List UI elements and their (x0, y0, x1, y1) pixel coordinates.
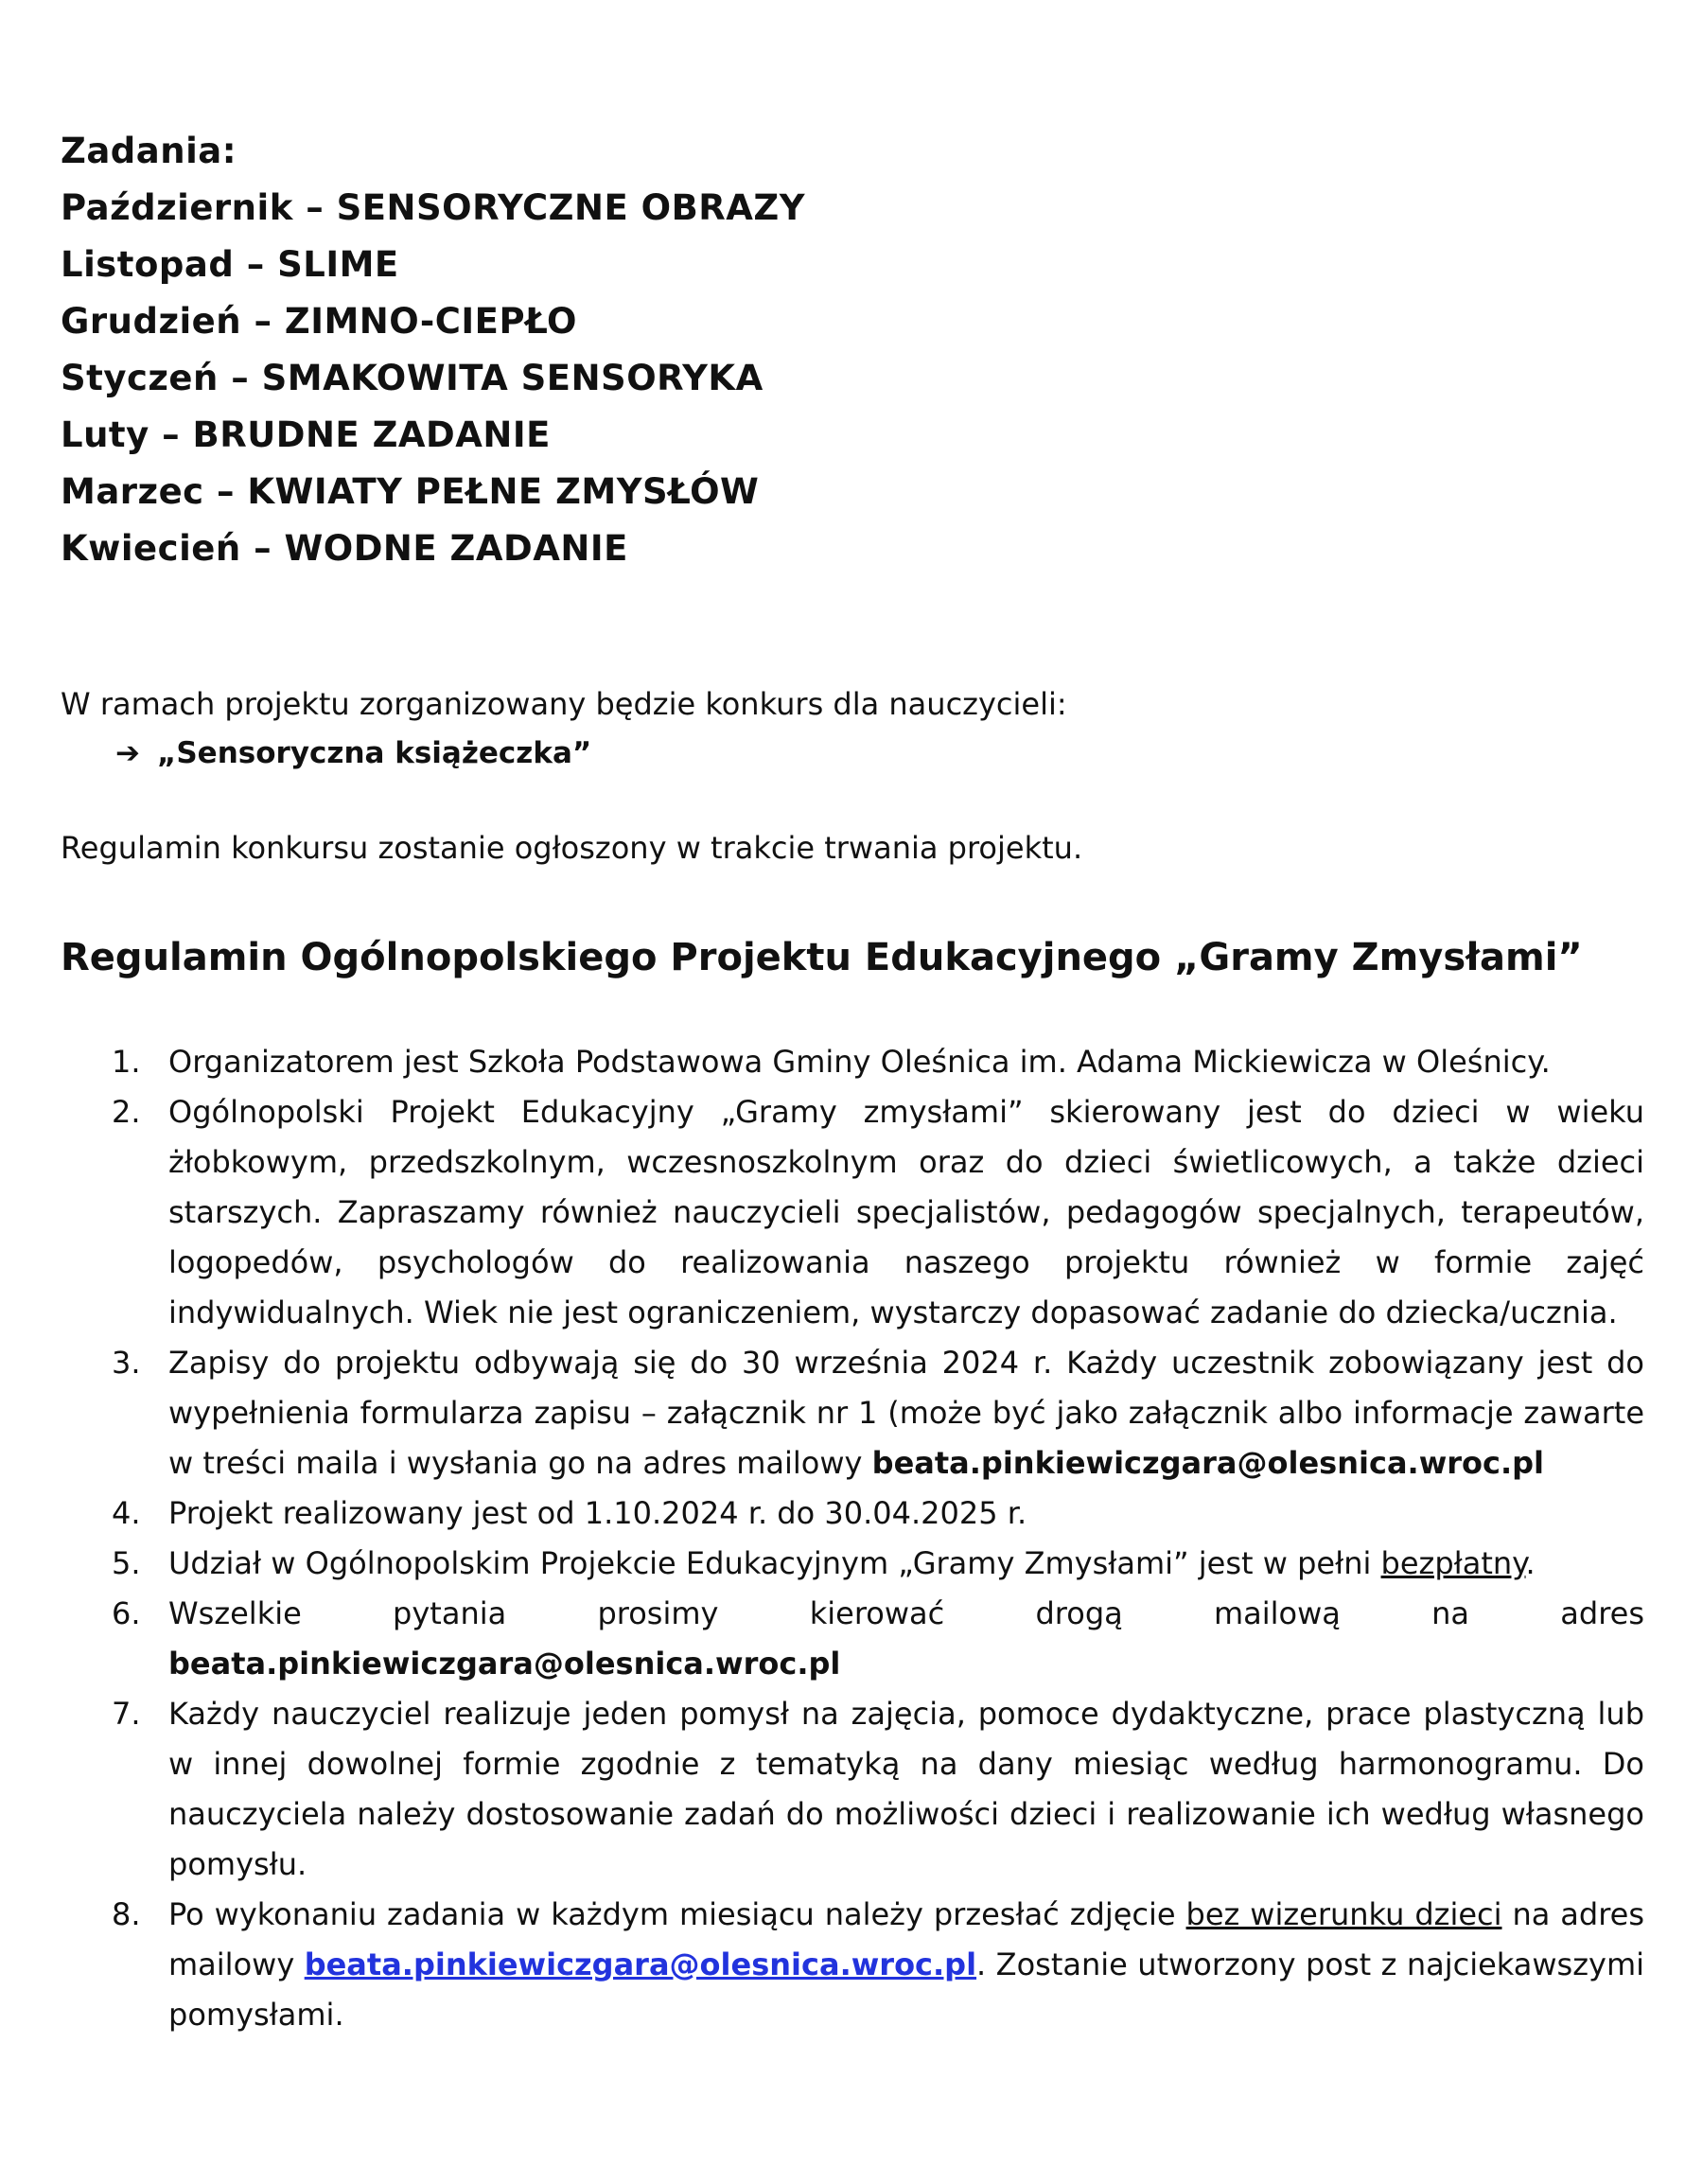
task-month: Styczeń (61, 358, 219, 398)
email-link[interactable]: beata.pinkiewiczgara@olesnica.wroc.pl (304, 1946, 977, 1982)
task-separator: – (203, 471, 248, 512)
contest-name-line (61, 731, 1631, 776)
rule-number: 5. (112, 1545, 141, 1581)
task-name: SLIME (277, 244, 399, 285)
task-row (61, 237, 805, 293)
rule-item (112, 1589, 1644, 1689)
task-separator: – (240, 528, 285, 569)
rule-text: Po wykonaniu zadania w każdym miesiącu należy przesłać zdjęcie (168, 1896, 1176, 1932)
rule-item (112, 1890, 1644, 2040)
rule-text-end: . (1525, 1545, 1536, 1581)
task-row (61, 520, 805, 577)
task-name: KWIATY PEŁNE ZMYSŁÓW (247, 471, 760, 512)
rule-item (112, 1087, 1644, 1338)
task-row (61, 464, 805, 520)
rule-text: Ogólnopolski Projekt Edukacyjny „Gramy zmysłami” skierowany jest do dzieci w wieku żłobkowym, przedszkolnym, wczesnoszkolnym oraz do dzieci świetlicowych, a także dzieci starszych. Zapraszamy również nauczycieli specjalistów, pedagogów specjalnych, terapeutów, logopedów, psychologów do realizowania naszego projektu również w formie zajęć indywidualnych. Wiek nie jest ograniczeniem, wystarczy dopasować zadanie do dziecka/ucznia. (168, 1094, 1644, 1330)
email-address: beata.pinkiewiczgara@olesnica.wroc.pl (168, 1646, 841, 1682)
rule-text: Zapisy do projektu odbywają się do 30 września 2024 r. Każdy uczestnik zobowiązany jest do wypełnienia formularza zapisu – załącznik nr 1 (może być jako załącznik albo informacje zawarte w treści maila i wysłania go na adres mailowy (168, 1345, 1644, 1481)
arrow-right-icon: ➔ (115, 736, 140, 770)
task-name: ZIMNO-CIEPŁO (284, 301, 577, 342)
tasks-heading: Zadania: (61, 131, 237, 171)
task-month: Luty (61, 414, 149, 455)
free-of-charge-text: bezpłatny (1380, 1545, 1526, 1581)
contest-intro: W ramach projektu zorganizowany będzie konkurs dla nauczycieli: (61, 686, 1067, 722)
task-separator: – (149, 414, 193, 455)
rule-number: 1. (112, 1044, 141, 1080)
task-separator: – (241, 301, 285, 342)
rule-item (112, 1338, 1644, 1488)
rule-text-3: . Zostanie utworzony post z najciekawszymi pomysłami. (168, 1946, 1644, 2033)
task-row (61, 293, 805, 350)
rule-number: 8. (112, 1896, 141, 1932)
tasks-section (61, 123, 805, 577)
task-separator: – (218, 358, 262, 398)
contest-section (61, 678, 1631, 776)
task-month: Listopad (61, 244, 235, 285)
rule-text: Każdy nauczyciel realizuje jeden pomysł na zajęcia, pomoce dydaktyczne, prace plastyczną lub w innej dowolnej formie zgodnie z tematyką na dany miesiąc według harmonogramu. Do nauczyciela należy dostosowanie zadań do możliwości dzieci i realizowanie ich według własnego pomysłu. (168, 1696, 1644, 1882)
task-row (61, 407, 805, 464)
rule-number: 2. (112, 1094, 141, 1130)
task-month: Marzec (61, 471, 204, 512)
no-child-image-text: bez wizerunku dzieci (1185, 1896, 1502, 1932)
rule-text: Projekt realizowany jest od 1.10.2024 r. do 30.04.2025 r. (168, 1495, 1027, 1531)
rule-number: 6. (112, 1595, 141, 1631)
task-row (61, 350, 805, 407)
rule-number: 3. (112, 1345, 141, 1381)
task-month: Październik (61, 187, 293, 228)
task-name: SMAKOWITA SENSORYKA (261, 358, 764, 398)
task-name: SENSORYCZNE OBRAZY (336, 187, 806, 228)
rule-item (112, 1488, 1644, 1539)
task-separator: – (234, 244, 278, 285)
task-row (61, 180, 805, 237)
rule-item (112, 1037, 1644, 1087)
task-name: BRUDNE ZADANIE (192, 414, 551, 455)
task-name: WODNE ZADANIE (284, 528, 628, 569)
rule-text: Organizatorem jest Szkoła Podstawowa Gminy Oleśnica im. Adama Mickiewicza w Oleśnicy. (168, 1044, 1551, 1080)
task-month: Grudzień (61, 301, 242, 342)
regulations-title: Regulamin Ogólnopolskiego Projektu Edukacyjnego „Gramy Zmysłami” (61, 936, 1583, 979)
contest-notice: Regulamin konkursu zostanie ogłoszony w trakcie trwania projektu. (61, 830, 1083, 866)
rule-text: Wszelkie pytania prosimy kierować drogą mailową na adres (168, 1595, 1644, 1631)
email-address: beata.pinkiewiczgara@olesnica.wroc.pl (871, 1445, 1545, 1481)
rule-number: 4. (112, 1495, 141, 1531)
rule-item (112, 1539, 1644, 1589)
rule-number: 7. (112, 1696, 141, 1732)
task-month: Kwiecień (61, 528, 241, 569)
task-separator: – (292, 187, 337, 228)
regulations-list (112, 1037, 1644, 2040)
rule-text: Udział w Ogólnopolskim Projekcie Edukacyjnym „Gramy Zmysłami” jest w pełni (168, 1545, 1372, 1581)
contest-name: „Sensoryczna książeczka” (156, 736, 592, 770)
rule-item (112, 1689, 1644, 1890)
rule-text-2: na adres mailowy (168, 1896, 1645, 1982)
